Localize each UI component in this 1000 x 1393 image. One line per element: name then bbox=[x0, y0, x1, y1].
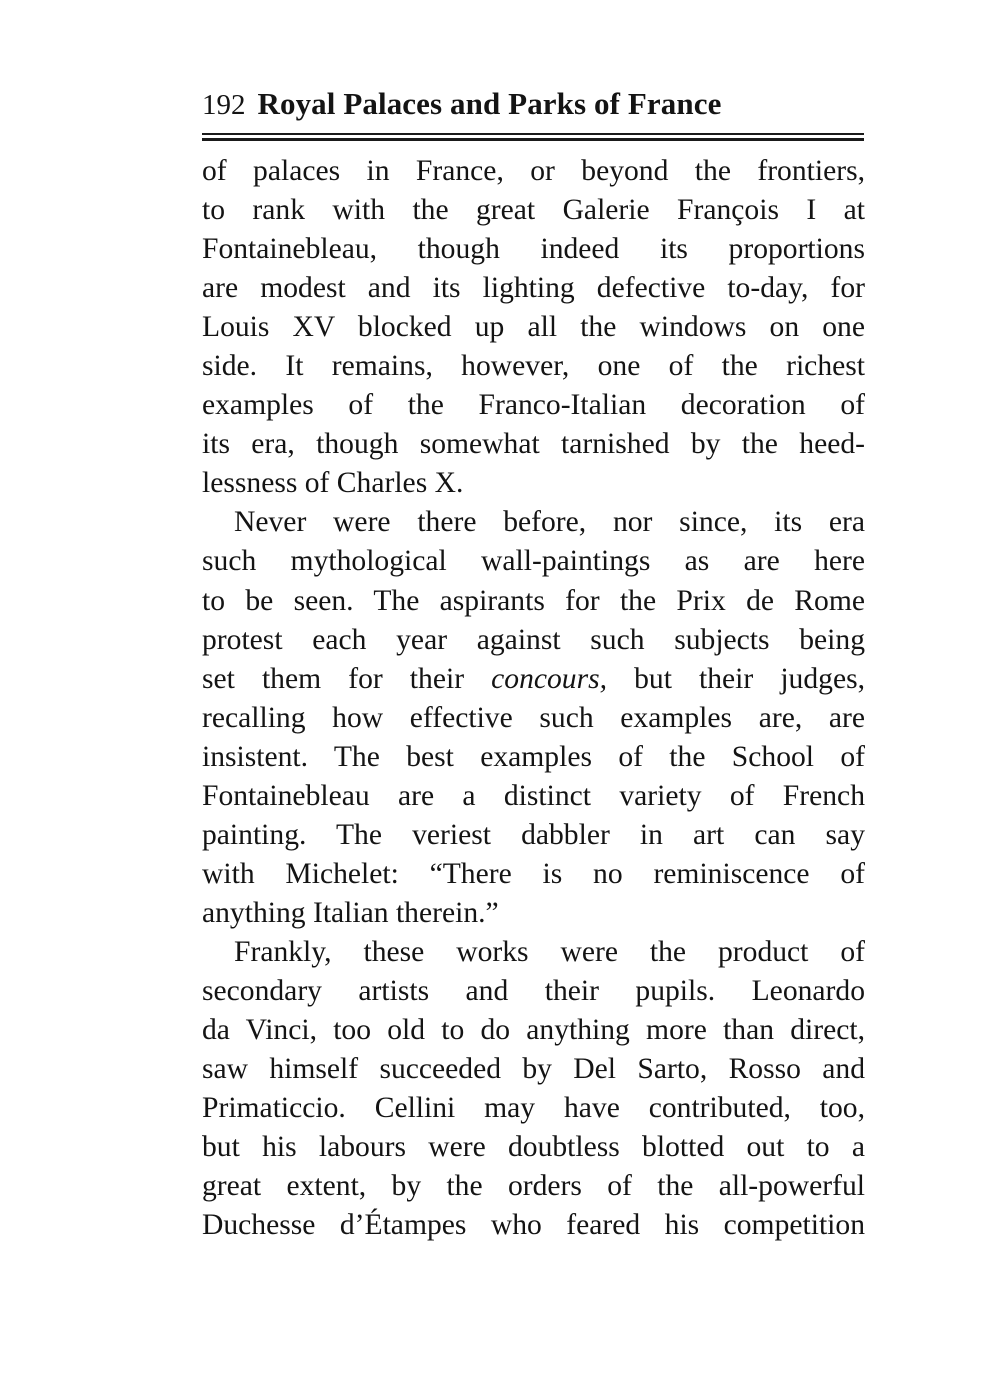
text-line: saw himself succeeded by Del Sarto, Rosso and bbox=[202, 1053, 865, 1086]
text-line: Never were there before, nor since, its era bbox=[234, 506, 865, 539]
text-line: recalling how effective such examples are, are bbox=[202, 701, 865, 734]
text-line: examples of the Franco-Italian decoration of bbox=[202, 389, 865, 422]
italic-term: concours, bbox=[491, 662, 608, 695]
paragraph-3 bbox=[202, 933, 865, 1245]
running-title: Royal Palaces and Parks of France bbox=[257, 86, 722, 121]
text-line: but his labours were doubtless blotted out to a bbox=[202, 1131, 865, 1164]
running-head bbox=[202, 86, 865, 132]
text-line: are modest and its lighting defective to-day, for bbox=[202, 272, 865, 305]
text-line: lessness of Charles X. bbox=[202, 467, 464, 500]
text-line: Fontainebleau, though indeed its proportions bbox=[202, 233, 865, 266]
text-line: of palaces in France, or beyond the frontiers, bbox=[202, 155, 865, 187]
paragraph-1 bbox=[202, 152, 865, 503]
text-line: to rank with the great Galerie François I at bbox=[202, 194, 865, 227]
text-line: side. It remains, however, one of the richest bbox=[202, 350, 865, 383]
page-number: 192 bbox=[202, 89, 246, 121]
text-line: Louis XV blocked up all the windows on one bbox=[202, 311, 865, 344]
text-line: with Michelet: “There is no reminiscence of bbox=[202, 857, 865, 890]
text-line-with-italic bbox=[202, 660, 865, 699]
body-text bbox=[202, 152, 865, 1245]
header-rule-thin bbox=[202, 133, 864, 135]
text-segment: but their judges, bbox=[607, 662, 865, 695]
text-line: Fontainebleau are a distinct variety of French bbox=[202, 779, 865, 812]
text-line: anything Italian therein.” bbox=[202, 896, 499, 929]
text-line: insistent. The best examples of the School of bbox=[202, 740, 865, 773]
text-line: protest each year against such subjects being bbox=[202, 623, 865, 656]
text-line: its era, though somewhat tarnished by the heed- bbox=[202, 428, 865, 461]
text-line: Duchesse d’Étampes who feared his competition bbox=[202, 1209, 865, 1242]
text-line: secondary artists and their pupils. Leonardo bbox=[202, 974, 865, 1007]
text-segment: set them for their bbox=[202, 662, 492, 695]
header-rule-thick bbox=[202, 138, 864, 141]
text-line: Primaticcio. Cellini may have contributed, too, bbox=[202, 1092, 865, 1125]
text-line: to be seen. The aspirants for the Prix de Rome bbox=[202, 584, 865, 617]
text-line: painting. The veriest dabbler in art can say bbox=[202, 818, 865, 851]
paragraph-2 bbox=[202, 503, 865, 933]
text-line: da Vinci, too old to do anything more than direct, bbox=[202, 1014, 865, 1047]
text-line: great extent, by the orders of the all-powerful bbox=[202, 1170, 865, 1203]
text-line: such mythological wall-paintings as are here bbox=[202, 545, 865, 578]
text-line: Frankly, these works were the product of bbox=[234, 935, 865, 968]
